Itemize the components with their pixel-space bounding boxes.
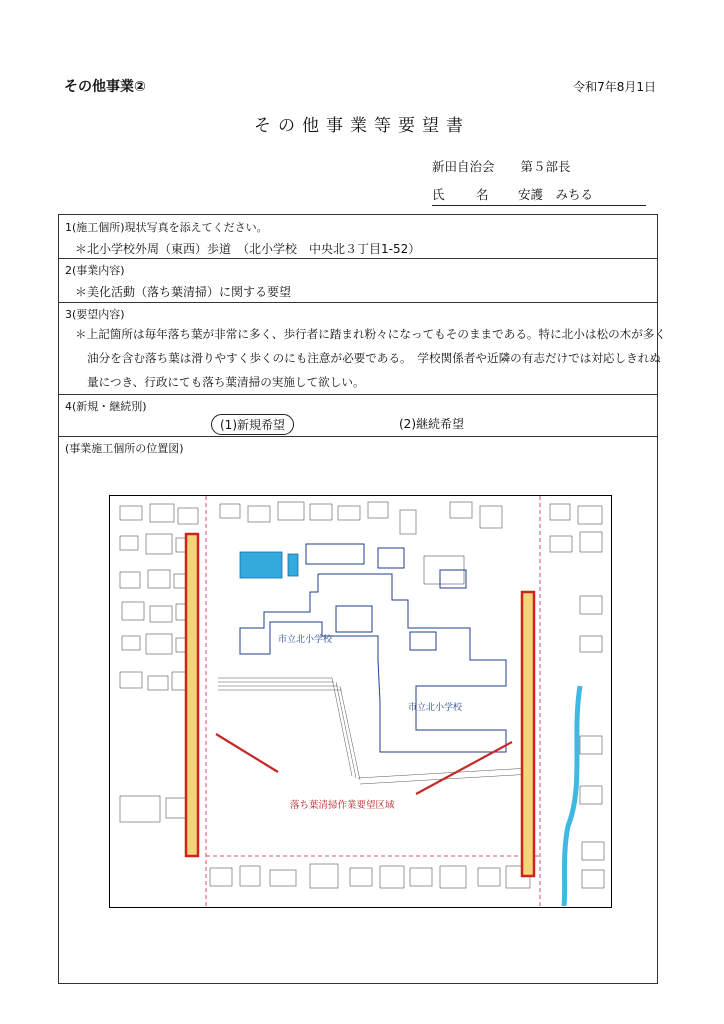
content-text: ＊美化活動（落ち葉清掃）に関する要望	[75, 285, 292, 299]
request-area-label: 落ち葉清掃作業要望区域	[290, 800, 395, 811]
type-row	[59, 395, 657, 437]
location-label: 1(施工個所)現状写真を添えてください。	[65, 221, 268, 234]
type-option-continue: (2)継続希望	[399, 417, 464, 431]
map-drawing	[110, 496, 610, 906]
location-row	[59, 215, 657, 259]
request-line-1: ＊上記箇所は毎年落ち葉が非常に多く、歩行者に踏まれ粉々になってもそのままである。特に北小は松の木が多く	[75, 327, 667, 341]
association-name: 新田自治会	[432, 159, 495, 174]
request-form	[58, 214, 667, 984]
school-label-2: 市立北小学校	[408, 703, 463, 713]
page-title: その他事業等要望書	[254, 116, 470, 136]
content-row	[59, 259, 657, 303]
map-section	[59, 437, 657, 983]
applicant-org	[432, 157, 571, 175]
highlight-west-sidewalk	[186, 534, 198, 856]
pointer-line-west	[216, 734, 278, 772]
type-option-new: (1)新規希望	[211, 414, 294, 435]
request-line-3: 量につき、行政にても落ち葉清掃の実施して欲しい。	[87, 375, 365, 389]
position: 第５部長	[520, 159, 571, 174]
section-title: その他事業②	[64, 79, 146, 95]
location-text: ＊北小学校外周（東西）歩道 （北小学校 中央北３丁目1-52）	[75, 242, 421, 256]
school-label-1: 市立北小学校	[278, 635, 333, 645]
document-date: 令和7年8月1日	[573, 80, 656, 94]
applicant-name-row	[432, 185, 646, 206]
highlight-east-sidewalk	[522, 592, 534, 876]
location-map	[109, 495, 612, 908]
applicant-name: 安護 みちる	[517, 187, 593, 202]
request-line-2: 油分を含む落ち葉は滑りやすく歩くのにも注意が必要である。 学校関係者や近隣の有志だけでは対応しきれぬ	[87, 351, 661, 365]
pointer-line-east	[416, 742, 512, 794]
content-label: 2(事業内容)	[65, 264, 125, 277]
type-label: 4(新規・継続別)	[65, 400, 147, 413]
name-label-2: 名	[475, 187, 489, 202]
name-label-1: 氏	[432, 187, 445, 202]
map-section-label: (事業施工個所の位置図)	[65, 442, 184, 455]
request-row	[59, 303, 667, 395]
request-label: 3(要望内容)	[65, 308, 125, 321]
